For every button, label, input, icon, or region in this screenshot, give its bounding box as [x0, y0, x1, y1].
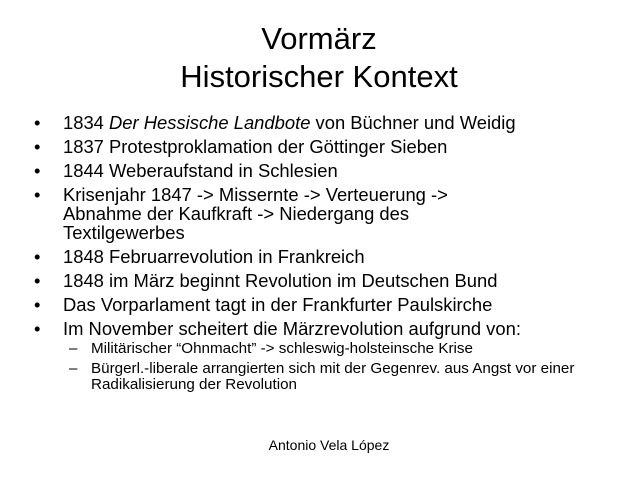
bullet-icon: • [34, 136, 41, 157]
bullet-list [34, 113, 624, 398]
bullet-icon: • [34, 270, 41, 291]
bullet-text: Im November scheitert die Märzrevolution aufgrund von: [63, 318, 521, 339]
title-line-1: Vormärz [261, 21, 377, 56]
bullet-item-1837 [34, 137, 624, 156]
bullet-text-1834-work: Der Hessische Landbote [109, 112, 311, 133]
bullet-icon: • [34, 318, 41, 339]
bullet-icon: • [34, 246, 41, 267]
bullet-item-1848-march [34, 271, 624, 290]
slide-title [0, 20, 638, 96]
bullet-text: 1844 Weberaufstand in Schlesien [63, 160, 338, 181]
sub-bullet-list [63, 341, 624, 393]
bullet-icon: • [34, 184, 41, 205]
sub-bullet-text: Militärischer “Ohnmacht” -> schleswig-holsteinsche Krise [91, 340, 473, 357]
bullet-text: Das Vorparlament tagt in der Frankfurter Paulskirche [63, 294, 493, 315]
title-line-2: Historischer Kontext [180, 59, 458, 94]
bullet-item-1834 [34, 113, 624, 132]
bullet-text: Krisenjahr 1847 -> Missernte -> Verteuerung -> Abnahme der Kaufkraft -> Niedergang des Textilgewerbes [63, 184, 448, 243]
bullet-item-vorparlament [34, 295, 624, 314]
bullet-text: 1848 im März beginnt Revolution im Deutschen Bund [63, 270, 498, 291]
bullet-item-1844 [34, 161, 624, 180]
sub-bullet-item-angst [63, 361, 591, 393]
bullet-item-1848-february [34, 247, 624, 266]
dash-icon: – [69, 360, 78, 377]
bullet-icon: • [34, 160, 41, 181]
bullet-icon: • [34, 112, 41, 133]
bullet-text: 1848 Februarrevolution in Frankreich [63, 246, 365, 267]
footer-author [0, 437, 638, 453]
bullet-text: 1837 Protestproklamation der Göttinger Sieben [63, 136, 448, 157]
bullet-text-1834-rest: von Büchner und Weidig [310, 112, 516, 133]
sub-bullet-text: Bürgerl.-liberale arrangierten sich mit der Gegenrev. aus Angst vor einer Radikalisierung der Revolution [91, 360, 575, 393]
bullet-item-1847 [34, 185, 529, 242]
sub-bullet-item-ohnmacht [63, 341, 624, 357]
author-name: Antonio Vela López [268, 437, 390, 453]
bullet-text-1834-year: 1834 [63, 112, 110, 133]
dash-icon: – [69, 340, 78, 357]
bullet-icon: • [34, 294, 41, 315]
bullet-item-november [34, 319, 624, 393]
